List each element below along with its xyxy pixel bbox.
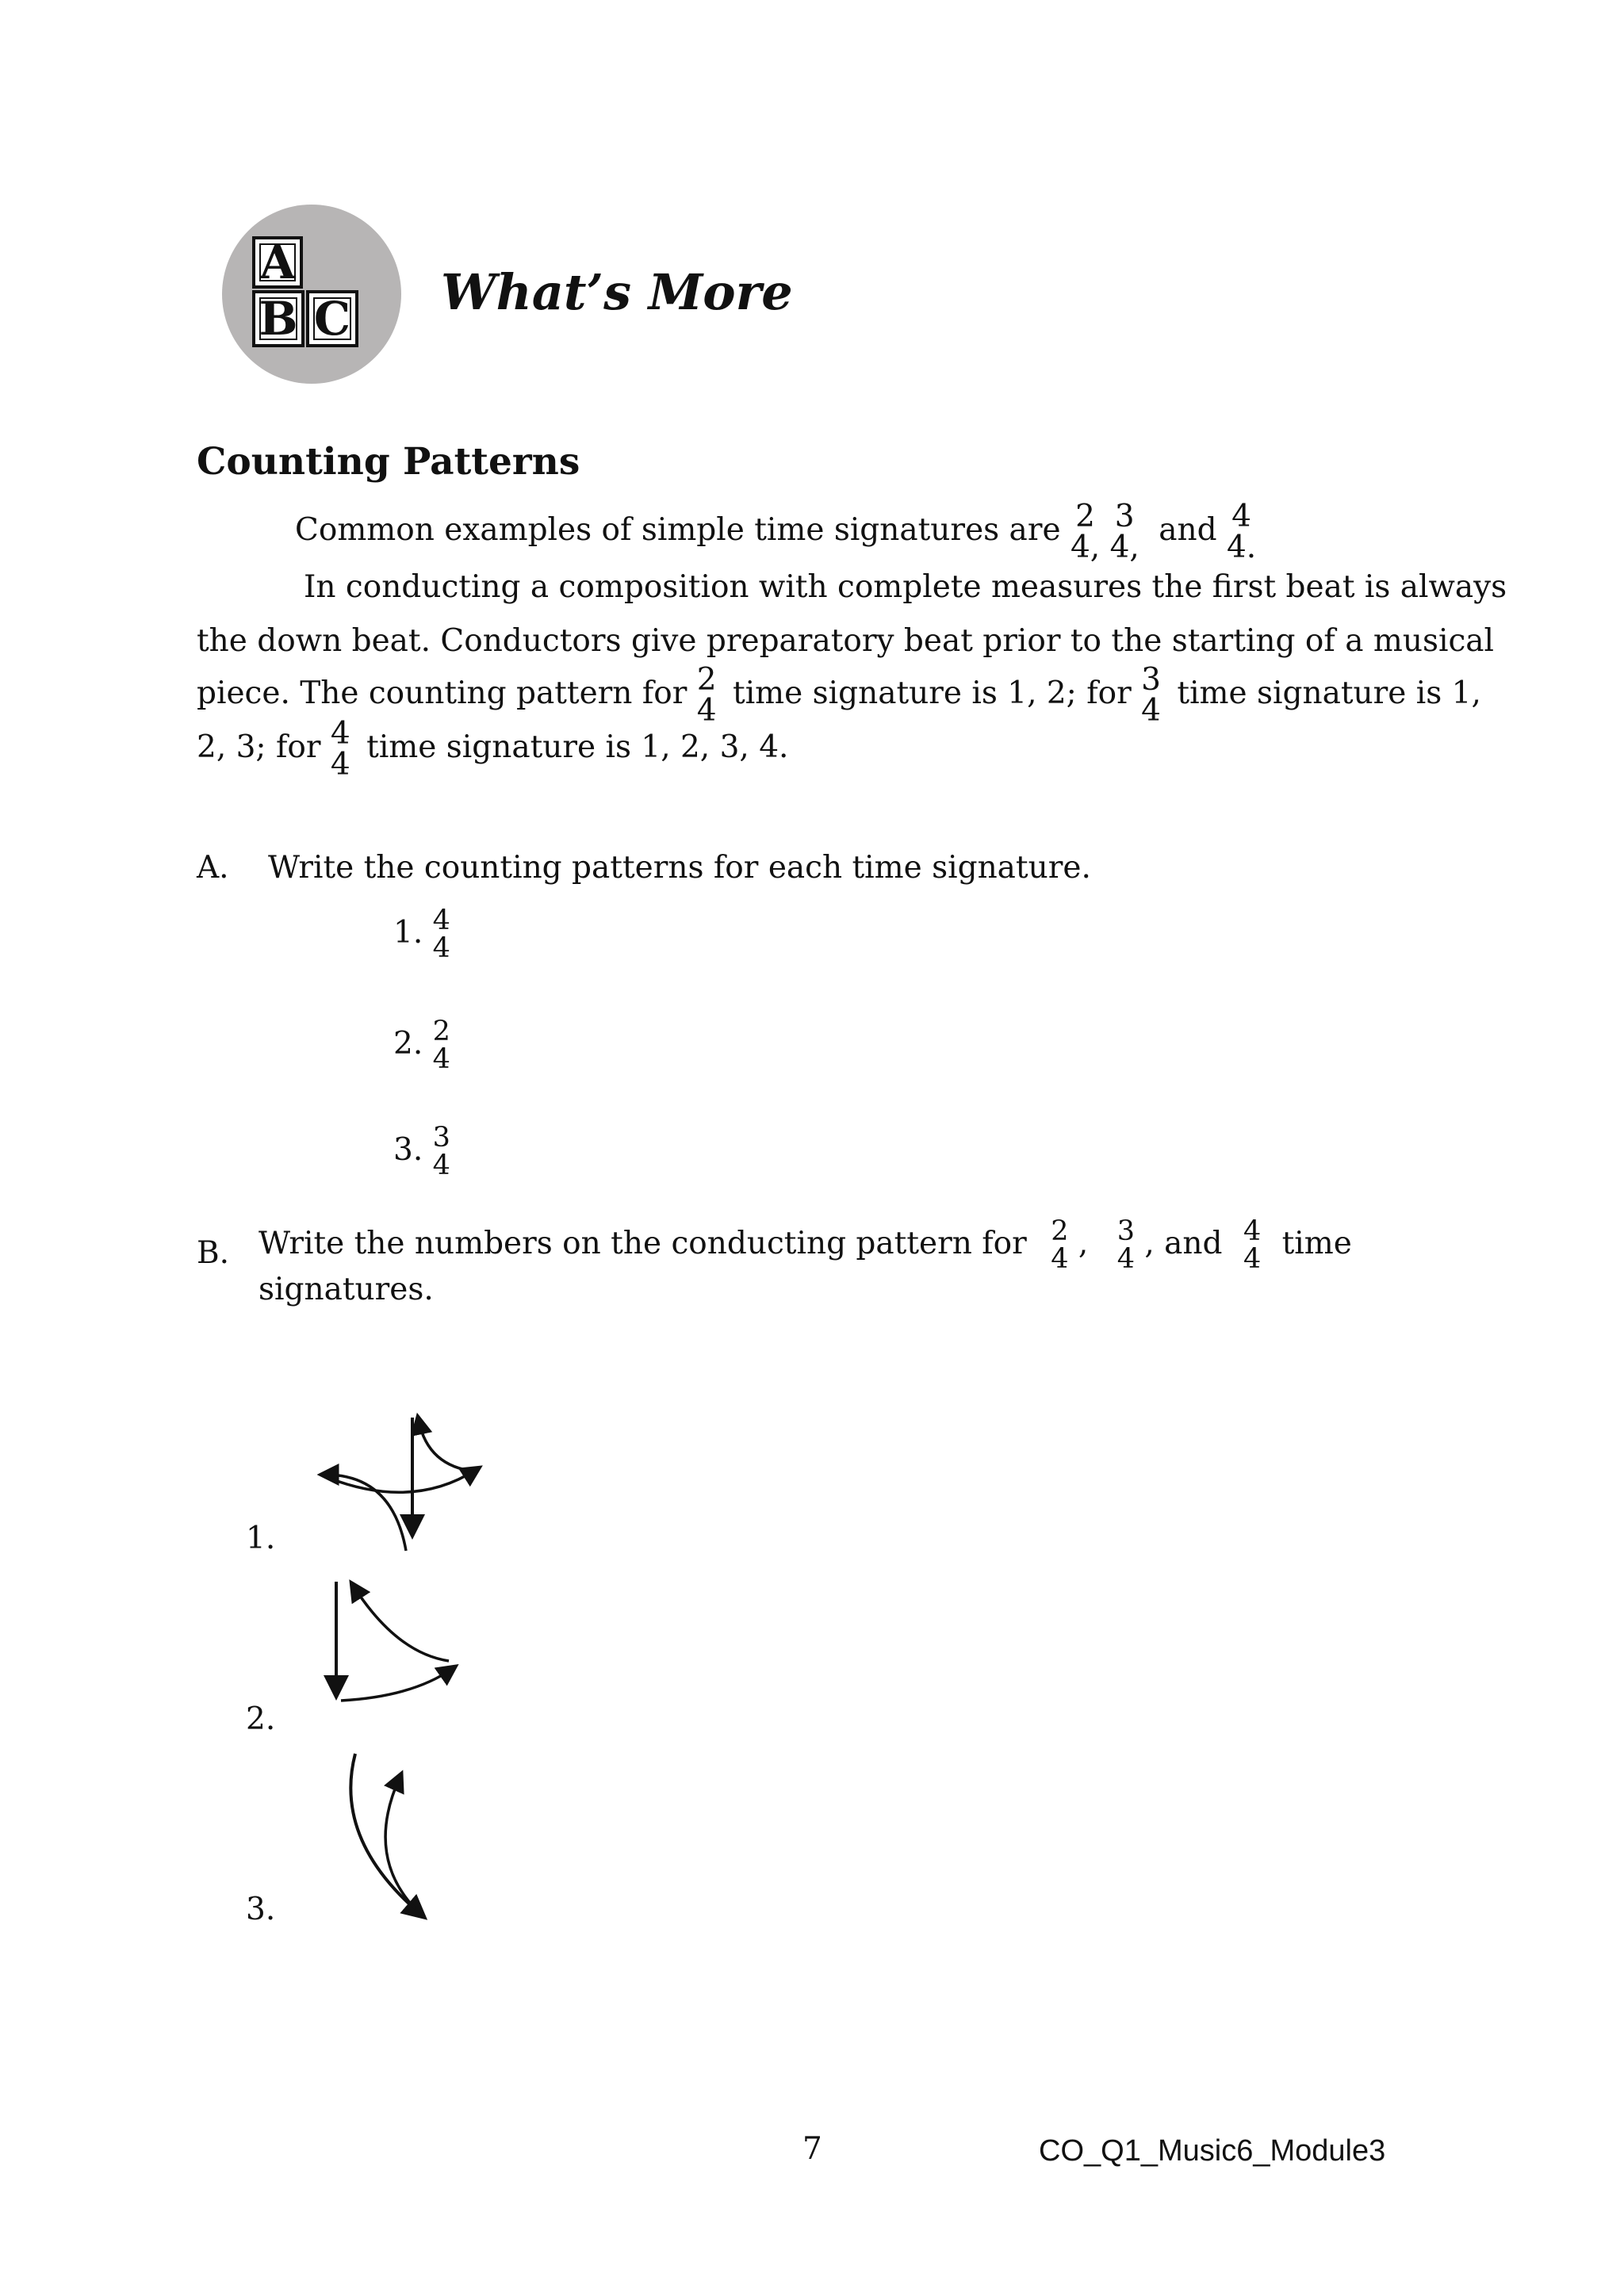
section-heading: Counting Patterns <box>197 440 580 484</box>
part-b-letter: B. <box>197 1235 230 1271</box>
page-number: 7 <box>802 2131 822 2167</box>
intro-line-2: In conducting a composition with complete measures the first beat is always <box>304 569 1507 605</box>
time-signature-4-4: 4 4 <box>1243 1215 1262 1275</box>
part-b-item-1-number: 1. <box>246 1521 276 1556</box>
time-signature-3-4: 3 4 <box>1116 1215 1135 1275</box>
page-title: What’s More <box>441 263 793 321</box>
part-b-instruction-line-2: signatures. <box>259 1272 434 1307</box>
part-a-item-3: 3. 3 4 <box>393 1122 450 1181</box>
part-a-item-2: 2. 2 4 <box>393 1016 450 1075</box>
time-signature-3-4: 3 4, <box>1109 499 1139 565</box>
block-c: C <box>306 290 358 347</box>
time-signature-2-4: 2 4 <box>696 662 717 729</box>
time-signature-3-4: 3 4 <box>1141 662 1161 729</box>
part-b-instruction: Write the numbers on the conducting pattern for 2 4 , 3 4 , and 4 4 time <box>259 1215 1352 1275</box>
time-signature-4-4: 4 4 <box>330 716 350 783</box>
two-beat-conducting-pattern <box>333 1744 460 1927</box>
abc-blocks-logo <box>222 205 401 384</box>
intro-line-4: piece. The counting pattern for 2 4 time signature is 1, 2; for 3 4 time signature is 1, <box>197 662 1481 729</box>
part-b-item-3-number: 3. <box>246 1892 276 1927</box>
intro-line-5: 2, 3; for 4 4 time signature is 1, 2, 3, 4. <box>197 716 789 783</box>
intro-line-1: Common examples of simple time signatures are 2 4, 3 4, and 4 4. <box>295 499 1257 565</box>
time-signature-4-4: 4 4. <box>1226 499 1257 565</box>
block-b: B <box>252 290 304 347</box>
three-beat-conducting-pattern <box>317 1574 476 1732</box>
module-code: CO_Q1_Music6_Module3 <box>1039 2134 1386 2168</box>
part-a-letter: A. <box>197 850 229 886</box>
four-beat-conducting-pattern <box>317 1411 508 1570</box>
time-signature-2-4: 2 4 <box>432 1016 450 1075</box>
time-signature-2-4: 2 4 <box>1051 1215 1069 1275</box>
time-signature-3-4: 3 4 <box>432 1122 450 1181</box>
block-a: A <box>252 236 303 289</box>
time-signature-2-4: 2 4, <box>1070 499 1101 565</box>
intro-line-3: the down beat. Conductors give preparatory beat prior to the starting of a musical <box>197 623 1495 659</box>
part-b-item-2-number: 2. <box>246 1701 276 1737</box>
part-a-item-1: 1. 4 4 <box>393 905 450 964</box>
time-signature-4-4: 4 4 <box>432 905 450 964</box>
part-a-instruction: Write the counting patterns for each time signature. <box>268 850 1091 886</box>
